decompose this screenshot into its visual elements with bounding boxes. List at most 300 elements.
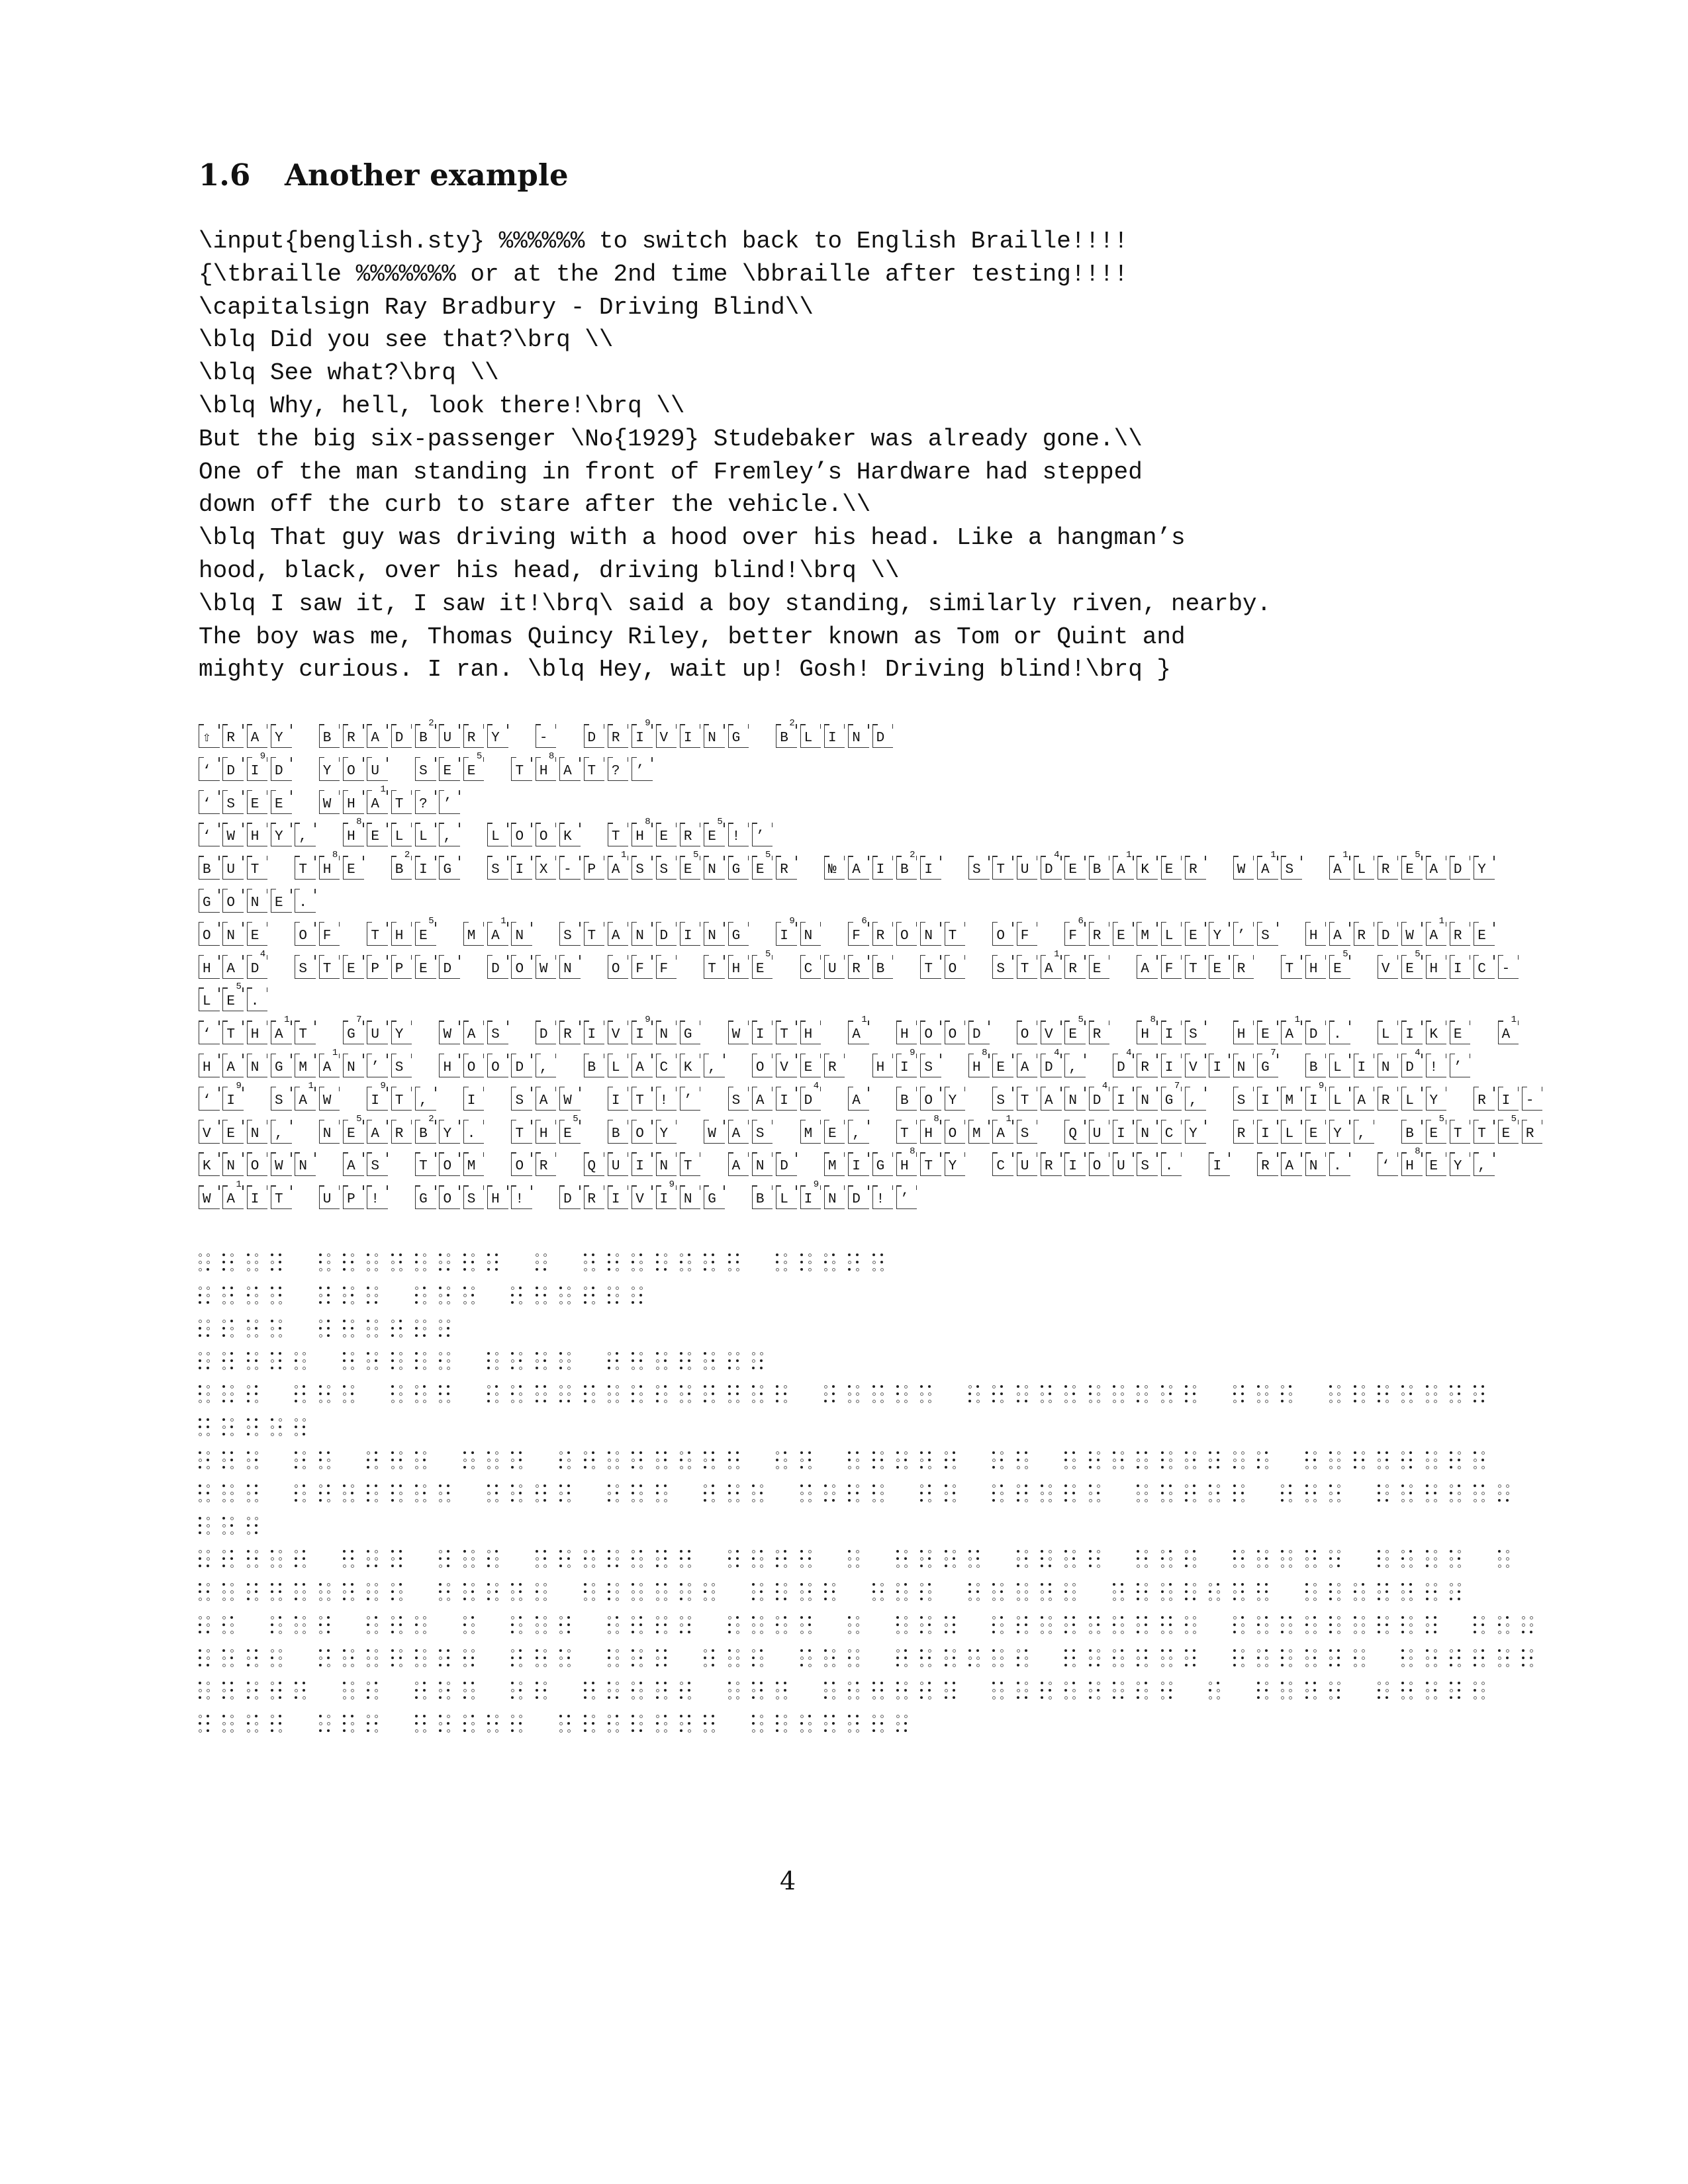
braille-cell: I: [608, 1185, 629, 1209]
braille-dot-cell: [222, 1616, 237, 1636]
braille-dot-cell: [295, 1715, 309, 1735]
braille-dot-cell: [1354, 1583, 1368, 1603]
braille-cell: F: [656, 955, 677, 979]
braille-dot-cell: [343, 1715, 357, 1735]
braille-cell: ’: [680, 1087, 701, 1111]
braille-dot-cell: [391, 1287, 406, 1306]
braille-cell: H: [439, 1054, 460, 1077]
braille-cell: ’: [1233, 922, 1254, 946]
braille-dot-cell: [247, 1682, 261, 1702]
braille-dot-cell: [1281, 1616, 1295, 1636]
braille-cell: O: [487, 1054, 508, 1077]
braille-dot-cell: [271, 1649, 285, 1669]
braille-cell: .: [1329, 1021, 1350, 1044]
braille-cell: [1041, 922, 1062, 946]
braille-dot-cell: [1064, 1583, 1079, 1603]
braille-dot-cell: [584, 1253, 598, 1273]
braille-cell: E 5: [1401, 856, 1423, 880]
braille-dot-cell: [632, 1550, 646, 1570]
braille-cell: H: [199, 955, 220, 979]
braille-cell: [271, 922, 292, 946]
braille-cell: D: [559, 1185, 581, 1209]
braille-cell: S: [222, 790, 244, 814]
braille-dot-cell: [247, 1352, 261, 1372]
braille-cell: Y: [319, 757, 340, 781]
braille-dot-cell: [271, 1484, 285, 1504]
section-number: 1.6: [199, 158, 251, 193]
braille-dot-cell: [632, 1253, 646, 1273]
braille-dot-cell: [728, 1253, 743, 1273]
braille-dot-cell: [1185, 1550, 1199, 1570]
braille-cell: I 9: [656, 1185, 677, 1209]
braille-dot-cell: [1401, 1682, 1416, 1702]
braille-cell: [968, 922, 990, 946]
braille-dot-cell: [295, 1418, 309, 1438]
braille-dot-cell: [824, 1616, 839, 1636]
braille-cell: Y: [391, 1021, 412, 1044]
braille-dot-cell: [872, 1484, 887, 1504]
braille-dot-cell: [487, 1616, 502, 1636]
braille-cell: T: [945, 922, 966, 946]
braille-cell: [872, 1120, 894, 1144]
braille-cell: U: [367, 1021, 388, 1044]
braille-cell: [704, 1087, 725, 1111]
braille-cell: G: [872, 1152, 894, 1176]
braille-dot-cell: [271, 1550, 285, 1570]
braille-dot-cell: [247, 1517, 261, 1537]
braille-dot-cell: [896, 1649, 911, 1669]
braille-dot-cell: [199, 1418, 213, 1438]
braille-cell: [1113, 1021, 1134, 1044]
braille-cell: Y: [945, 1087, 966, 1111]
braille-dot-cell: [1257, 1682, 1272, 1702]
braille-cell: E 5: [752, 856, 773, 880]
braille-cell: T: [896, 1120, 917, 1144]
braille-dot-cell: [896, 1715, 911, 1735]
braille-cell: D: [1305, 1021, 1327, 1044]
braille-dot-cell: [1378, 1649, 1392, 1669]
braille-dot-cell: [1089, 1583, 1103, 1603]
braille-dot-cell: [1017, 1616, 1031, 1636]
braille-cell: N: [632, 922, 653, 946]
braille-cell: E: [247, 790, 268, 814]
braille-cell: E 5: [415, 922, 436, 946]
braille-cell: D 4: [1089, 1087, 1110, 1111]
braille-cell: [584, 1087, 605, 1111]
braille-dot-cell: [1378, 1583, 1392, 1603]
braille-cell: [752, 922, 773, 946]
braille-cell: N: [1305, 1152, 1327, 1176]
braille-cell: [415, 1054, 436, 1077]
braille-cell: O: [511, 823, 532, 846]
braille-dot-cell: [487, 1649, 502, 1669]
braille-dot-cell: [487, 1385, 502, 1405]
braille-line: [199, 1682, 1383, 1715]
braille-cell: A: [1281, 1152, 1302, 1176]
braille-cell: N: [656, 1152, 677, 1176]
braille-dot-cell: [752, 1715, 767, 1735]
braille-dot-cell: [656, 1616, 671, 1636]
braille-cell: I: [608, 1087, 629, 1111]
braille-dot-cell: [1137, 1550, 1151, 1570]
braille-cell: E: [271, 790, 292, 814]
braille-cell: D: [584, 724, 605, 748]
braille-cell: [295, 1120, 316, 1144]
braille-dot-cell: [487, 1583, 502, 1603]
braille-line: [199, 1253, 1383, 1287]
braille-cell: I: [1354, 1054, 1375, 1077]
braille-dot-cell: [415, 1484, 430, 1504]
braille-dot-cell: [559, 1484, 574, 1504]
braille-cell: R: [1137, 1054, 1158, 1077]
braille-dot-cell: [415, 1616, 430, 1636]
braille-dot-cell: [752, 1451, 767, 1471]
braille-dot-cell: [391, 1583, 406, 1603]
braille-dot-cell: [728, 1616, 743, 1636]
braille-dot-cell: [1257, 1550, 1272, 1570]
braille-dot-cell: [391, 1385, 406, 1405]
braille-cell: [511, 724, 532, 748]
braille-line: [199, 1451, 1383, 1484]
braille-cell: A 1: [1426, 922, 1447, 946]
braille-cell: L: [776, 1185, 797, 1209]
braille-dot-cell: [199, 1352, 213, 1372]
braille-dot-cell: [1161, 1550, 1176, 1570]
braille-cell: B: [319, 724, 340, 748]
braille-dot-cell: [536, 1451, 550, 1471]
braille-cell: O: [896, 922, 917, 946]
braille-dot-cell: [367, 1715, 381, 1735]
braille-cell: W: [1233, 856, 1254, 880]
braille-dot-cell: [800, 1715, 815, 1735]
braille-cell: I 9: [800, 1185, 821, 1209]
braille-dot-cell: [896, 1583, 911, 1603]
braille-dot-cell: [632, 1715, 646, 1735]
braille-dot-cell: [800, 1451, 815, 1471]
braille-cell: S: [511, 1087, 532, 1111]
braille-cell: B: [872, 955, 894, 979]
braille-cell: [559, 1054, 581, 1077]
braille-dot-cell: [559, 1583, 574, 1603]
braille-cell: I: [1064, 1152, 1086, 1176]
braille-cell: E: [1161, 856, 1182, 880]
braille-cell: E 5: [222, 987, 244, 1011]
braille-cell: G: [680, 1021, 701, 1044]
braille-dot-cell: [1185, 1451, 1199, 1471]
braille-cell: [728, 1054, 749, 1077]
braille-cell: L: [1401, 1087, 1423, 1111]
section-heading: [199, 158, 569, 193]
braille-dot-cell: [848, 1451, 863, 1471]
braille-cell: O: [511, 1152, 532, 1176]
braille-cell: T: [1474, 1120, 1495, 1144]
braille-cell: E: [415, 955, 436, 979]
braille-dot-cell: [584, 1287, 598, 1306]
braille-cell: ,: [1474, 1152, 1495, 1176]
braille-cell: [824, 1021, 845, 1044]
transcription-line: [199, 751, 1383, 790]
braille-cell: T: [1450, 1120, 1471, 1144]
braille-dot-cell: [1305, 1484, 1320, 1504]
braille-cell: N: [1378, 1054, 1399, 1077]
braille-cell: [776, 955, 797, 979]
braille-dot-cell: [704, 1352, 718, 1372]
braille-dot-cell: [295, 1616, 309, 1636]
braille-dot-cell: [463, 1616, 478, 1636]
braille-cell: -: [559, 856, 581, 880]
braille-dot-cell: [1474, 1550, 1488, 1570]
braille-cell: ‘: [199, 823, 220, 846]
braille-dot-cell: [800, 1649, 815, 1669]
braille-cell: [463, 823, 485, 846]
braille-cell: Y: [439, 1120, 460, 1144]
braille-cell: [680, 1120, 701, 1144]
braille-dot-cell: [848, 1616, 863, 1636]
braille-dot-cell: [752, 1682, 767, 1702]
braille-dot-cell: [945, 1451, 959, 1471]
braille-dot-cell: [511, 1583, 526, 1603]
braille-cell: Y: [1426, 1087, 1447, 1111]
braille-dot-cell: [1089, 1385, 1103, 1405]
braille-cell: T: [271, 1185, 292, 1209]
braille-cell: R: [222, 724, 244, 748]
braille-cell: [559, 724, 581, 748]
braille-cell: T: [584, 757, 605, 781]
braille-dot-cell: [945, 1550, 959, 1570]
braille-cell: O: [463, 1054, 485, 1077]
braille-cell: B: [1401, 1120, 1423, 1144]
braille-dot-cell: [415, 1287, 430, 1306]
braille-cell: U: [1017, 856, 1038, 880]
braille-cell: E: [1305, 1120, 1327, 1144]
braille-cell: .: [463, 1120, 485, 1144]
braille-dot-cell: [1450, 1649, 1464, 1669]
braille-dot-cell: [1064, 1451, 1079, 1471]
braille-dot-cell: [584, 1484, 598, 1504]
transcription-line: [199, 718, 1383, 757]
braille-dot-cell: [1401, 1616, 1416, 1636]
braille-cell: [415, 1021, 436, 1044]
braille-cell: H 8: [632, 823, 653, 846]
braille-cell: [704, 1152, 725, 1176]
braille-cell: T: [632, 1087, 653, 1111]
braille-cell: W: [536, 955, 557, 979]
braille-dot-cell: [1329, 1583, 1344, 1603]
braille-dot-cell: [752, 1649, 767, 1669]
braille-dot-cell: [872, 1253, 887, 1273]
braille-dot-cell: [1474, 1451, 1488, 1471]
braille-cell: T: [222, 1021, 244, 1044]
transcription-line: [199, 1080, 1534, 1120]
braille-cell: N: [752, 1152, 773, 1176]
braille-cell: E: [1450, 1021, 1471, 1044]
braille-dot-cell: [1185, 1649, 1199, 1669]
braille-cell: A: [1137, 955, 1158, 979]
braille-cell: I: [776, 1087, 797, 1111]
braille-cell: H: [391, 922, 412, 946]
braille-dot-cell: [680, 1550, 694, 1570]
braille-dot-cell: [1257, 1616, 1272, 1636]
braille-dot-cell: [536, 1649, 550, 1669]
braille-cell: D 4: [1041, 1054, 1062, 1077]
braille-cell: E: [1257, 1021, 1278, 1044]
code-line: One of the man standing in front of Fremley’s Hardware had stepped: [199, 458, 1143, 486]
braille-line: [199, 1649, 1383, 1682]
braille-dot-cell: [295, 1320, 309, 1340]
braille-dot-cell: [1329, 1385, 1344, 1405]
braille-dot-cell: [1113, 1616, 1127, 1636]
braille-dot-cell: [584, 1451, 598, 1471]
braille-cell: [487, 757, 508, 781]
braille-cell: U: [439, 724, 460, 748]
braille-cell: T: [1017, 955, 1038, 979]
braille-dot-cell: [800, 1550, 815, 1570]
braille-dot-cell: [872, 1715, 887, 1735]
braille-dot-cell: [319, 1253, 334, 1273]
braille-dot-cell: [584, 1352, 598, 1372]
braille-cell: A 1: [1041, 955, 1062, 979]
braille-cell: N: [247, 889, 268, 913]
braille-cell: Y: [487, 724, 508, 748]
braille-dot-cell: [728, 1352, 743, 1372]
braille-dot-cell: [511, 1550, 526, 1570]
braille-dot-cell: [222, 1583, 237, 1603]
braille-cell: N: [848, 724, 869, 748]
braille-dot-cell: [367, 1616, 381, 1636]
braille-cell: O: [1017, 1021, 1038, 1044]
braille-cell: [391, 1152, 412, 1176]
braille-dot-cell: [1064, 1616, 1079, 1636]
braille-dot-cell: [1233, 1550, 1248, 1570]
braille-cell: A: [222, 955, 244, 979]
braille-cell: O: [343, 757, 364, 781]
braille-cell: -: [1522, 1087, 1543, 1111]
braille-cell: Q: [584, 1152, 605, 1176]
braille-cell: N: [704, 922, 725, 946]
braille-dot-cell: [1041, 1484, 1055, 1504]
braille-cell: O: [439, 1185, 460, 1209]
braille-dot-cell: [992, 1484, 1007, 1504]
braille-cell: G 7: [343, 1021, 364, 1044]
braille-dot-cell: [1401, 1451, 1416, 1471]
braille-cell: ’: [439, 790, 460, 814]
braille-cell: H: [1305, 922, 1327, 946]
braille-dot-cell: [367, 1253, 381, 1273]
braille-dot-cell: [559, 1649, 574, 1669]
braille-dot-cell: [848, 1484, 863, 1504]
braille-dot-cell: [1329, 1649, 1344, 1669]
braille-cell: E: [1209, 955, 1230, 979]
braille-dot-cell: [1522, 1649, 1536, 1669]
braille-cell: [1089, 1054, 1110, 1077]
braille-cell: O: [536, 823, 557, 846]
braille-cell: I 9: [896, 1054, 917, 1077]
braille-cell: S: [728, 1087, 749, 1111]
braille-cell: E: [343, 955, 364, 979]
braille-dot-cell: [1041, 1385, 1055, 1405]
braille-cell: W: [1401, 922, 1423, 946]
braille-cell: A 1: [1113, 856, 1134, 880]
braille-cell: ‘: [199, 1087, 220, 1111]
braille-dot-cell: [632, 1616, 646, 1636]
braille-dot-cell: [199, 1253, 213, 1273]
braille-dot-cell: [1378, 1484, 1392, 1504]
braille-dot-cell: [487, 1682, 502, 1702]
braille-cell: ,: [1354, 1120, 1375, 1144]
braille-dot-cell: [536, 1484, 550, 1504]
braille-dot-cell: [968, 1616, 983, 1636]
braille-cell: E: [800, 1054, 821, 1077]
braille-dot-cell: [511, 1715, 526, 1735]
braille-cell: D: [776, 1152, 797, 1176]
braille-dot-cell: [1450, 1451, 1464, 1471]
braille-cell: E: [992, 1054, 1013, 1077]
braille-dot-cell: [776, 1484, 790, 1504]
braille-dot-cell: [920, 1484, 935, 1504]
transcription-line: [199, 1179, 1383, 1218]
braille-dot-cell: [511, 1451, 526, 1471]
braille-cell: B 2: [391, 856, 412, 880]
braille-dot-cell: [1378, 1616, 1392, 1636]
braille-cell: H: [1426, 955, 1447, 979]
braille-cell: E 5: [1064, 1021, 1086, 1044]
braille-dot-cell: [896, 1451, 911, 1471]
braille-dot-cell: [656, 1682, 671, 1702]
braille-cell: I: [584, 1021, 605, 1044]
braille-cell: L: [199, 987, 220, 1011]
braille-dot-cell: [319, 1287, 334, 1306]
braille-dot-cell: [608, 1287, 622, 1306]
braille-dot-cell: [415, 1352, 430, 1372]
braille-dot-cell: [367, 1550, 381, 1570]
braille-cell: A 1: [295, 1087, 316, 1111]
braille-dot-cell: [343, 1583, 357, 1603]
braille-cell: A: [1329, 922, 1350, 946]
braille-dot-cell: [199, 1451, 213, 1471]
braille-dot-cell: [295, 1385, 309, 1405]
braille-cell: [824, 1087, 845, 1111]
braille-dot-cell: [222, 1418, 237, 1438]
braille-dot-cell: [343, 1320, 357, 1340]
braille-cell: R: [559, 1021, 581, 1044]
braille-dot-cell: [271, 1616, 285, 1636]
braille-cell: A: [752, 1087, 773, 1111]
braille-dot-cell: [295, 1484, 309, 1504]
braille-dot-cell: [632, 1583, 646, 1603]
braille-dot-cell: [1329, 1682, 1344, 1702]
braille-dot-cell: [704, 1385, 718, 1405]
braille-dot-cell: [1426, 1385, 1440, 1405]
braille-cell: R: [536, 1152, 557, 1176]
braille-dot-cell: [1281, 1385, 1295, 1405]
braille-cell: A 1: [222, 1185, 244, 1209]
braille-dot-cell: [1137, 1484, 1151, 1504]
braille-cell: ,: [1185, 1087, 1206, 1111]
braille-dot-cell: [439, 1616, 453, 1636]
braille-dot-cell: [247, 1616, 261, 1636]
braille-dot-cell: [1113, 1649, 1127, 1669]
braille-dot-cell: [559, 1253, 574, 1273]
braille-cell: A 1: [367, 790, 388, 814]
braille-dot-cell: [295, 1352, 309, 1372]
braille-cell: T: [920, 1152, 941, 1176]
braille-cell: F: [1017, 922, 1038, 946]
braille-cell: S: [295, 955, 316, 979]
braille-cell: .: [295, 889, 316, 913]
braille-dot-cell: [1281, 1451, 1295, 1471]
braille-dot-cell: [848, 1583, 863, 1603]
braille-dot-cell: [776, 1616, 790, 1636]
